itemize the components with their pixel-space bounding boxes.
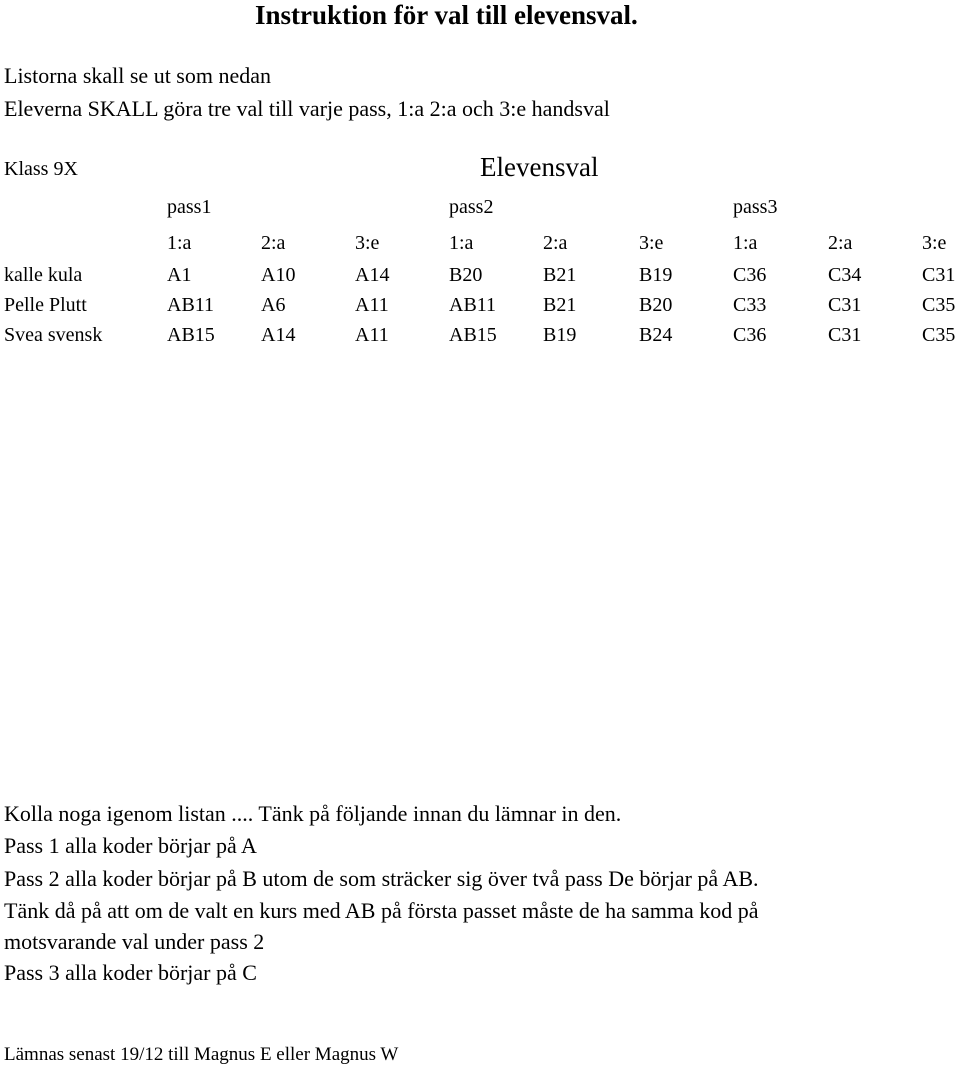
pass-header-1: pass1 [167, 196, 212, 218]
table-cell: A1 [167, 264, 192, 286]
table-cell: B21 [543, 264, 577, 286]
table-cell: C35 [922, 324, 956, 346]
table-cell: B19 [543, 324, 577, 346]
choice-header: 1:a [167, 232, 192, 254]
table-cell: C36 [733, 264, 767, 286]
table-cell: AB11 [449, 294, 497, 316]
table-cell: A6 [261, 294, 286, 316]
table-cell: A11 [355, 294, 389, 316]
table-cell: AB15 [167, 324, 215, 346]
intro-line-1: Listorna skall se ut som nedan [4, 63, 272, 88]
intro-line-2: Eleverna SKALL göra tre val till varje pass, 1:a 2:a och 3:e handsval [4, 96, 610, 121]
choice-header: 2:a [543, 232, 568, 254]
table-cell: A14 [355, 264, 390, 286]
table-cell: A11 [355, 324, 389, 346]
footer-deadline: Lämnas senast 19/12 till Magnus E eller Magnus W [4, 1044, 399, 1065]
table-cell: A14 [261, 324, 296, 346]
student-name: Pelle Plutt [4, 294, 87, 316]
document-title: Instruktion för val till elevensval. [255, 0, 638, 30]
table-cell: AB11 [167, 294, 215, 316]
choice-header: 3:e [355, 232, 380, 254]
table-cell: AB15 [449, 324, 497, 346]
table-heading: Elevensval [480, 152, 599, 182]
table-cell: B19 [639, 264, 673, 286]
table-cell: C35 [922, 294, 956, 316]
table-cell: A10 [261, 264, 296, 286]
pass-header-3: pass3 [733, 196, 778, 218]
pass-header-2: pass2 [449, 196, 494, 218]
note-line-3: Pass 2 alla koder börjar på B utom de som sträcker sig över två pass De börjar på AB. [4, 866, 759, 891]
table-cell: B20 [449, 264, 483, 286]
choice-header: 2:a [828, 232, 853, 254]
table-cell: B20 [639, 294, 673, 316]
note-line-4: Tänk då på att om de valt en kurs med AB på första passet måste de ha samma kod på [4, 898, 759, 923]
choice-header: 1:a [733, 232, 758, 254]
choice-header: 1:a [449, 232, 474, 254]
student-name: Svea svensk [4, 324, 103, 346]
table-cell: C31 [828, 324, 862, 346]
choice-header: 3:e [922, 232, 947, 254]
note-line-6: Pass 3 alla koder börjar på C [4, 960, 257, 985]
table-cell: C34 [828, 264, 862, 286]
choice-header: 2:a [261, 232, 286, 254]
choice-header: 3:e [639, 232, 664, 254]
table-cell: C31 [828, 294, 862, 316]
student-name: kalle kula [4, 264, 83, 286]
table-cell: B24 [639, 324, 673, 346]
table-cell: B21 [543, 294, 577, 316]
note-line-5: motsvarande val under pass 2 [4, 929, 265, 954]
table-cell: C33 [733, 294, 767, 316]
note-line-2: Pass 1 alla koder börjar på A [4, 833, 257, 858]
table-cell: C31 [922, 264, 956, 286]
table-cell: C36 [733, 324, 767, 346]
note-line-1: Kolla noga igenom listan .... Tänk på följande innan du lämnar in den. [4, 801, 622, 826]
class-label: Klass 9X [4, 158, 78, 180]
